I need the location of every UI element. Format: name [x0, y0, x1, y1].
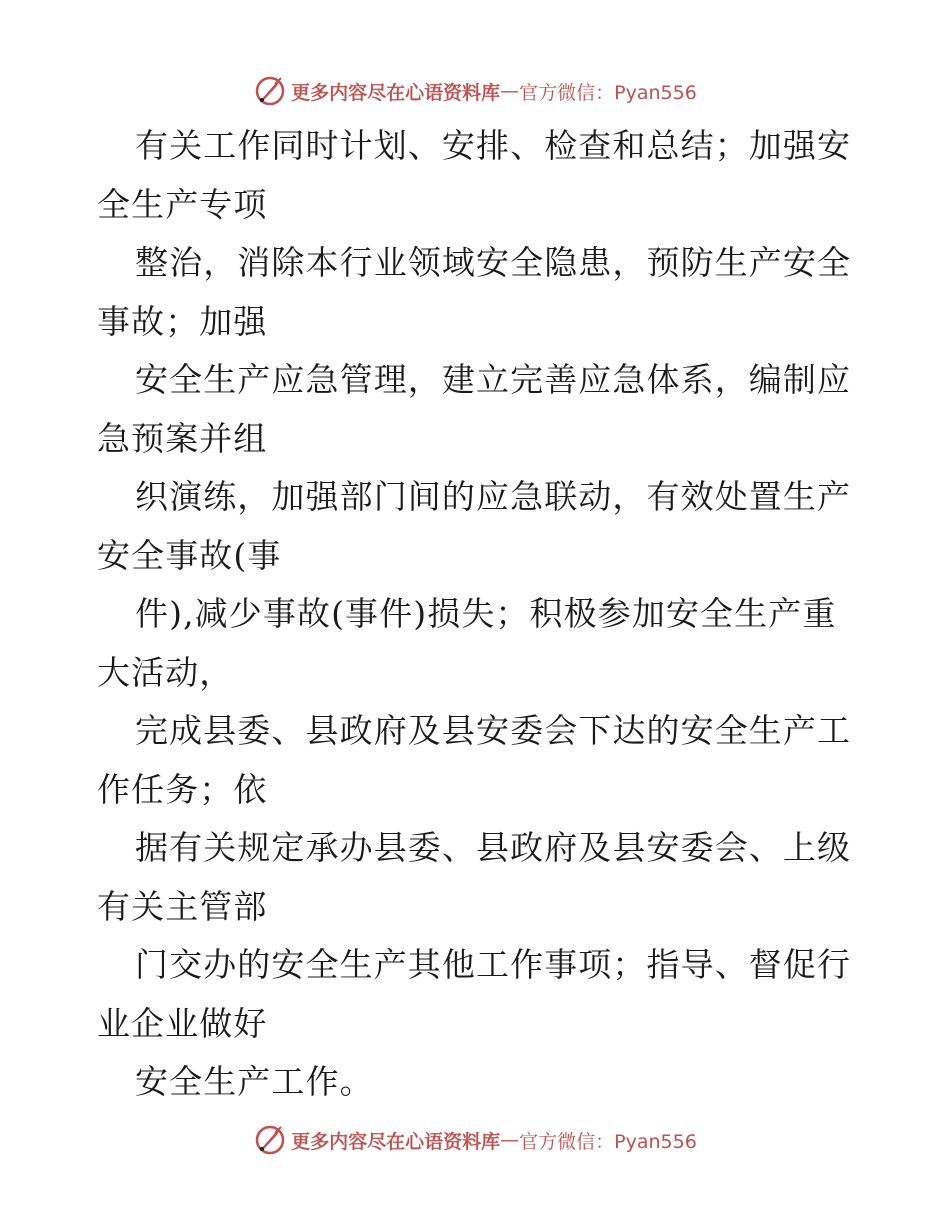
banner-brand-text: 更多内容尽在心语资料库 [291, 1130, 501, 1153]
text-line: 件),减少事故(事件)损失；积极参加安全生产重 [135, 594, 837, 633]
banner-contact-text: 官方微信：Pyan556 [519, 81, 697, 104]
banner-contact-text: 官方微信：Pyan556 [519, 1130, 697, 1153]
header-banner [0, 71, 950, 111]
text-line: 完成县委、县政府及县安委会下达的安全生产工 [135, 711, 852, 750]
text-line: 大活动， [97, 652, 234, 692]
text-line: 织演练，加强部门间的应急联动，有效处置生产 [135, 477, 852, 516]
text-line: 整治，消除本行业领域安全隐患，预防生产安全 [135, 243, 852, 282]
text-line: 急预案并组 [97, 418, 268, 458]
text-line: 有关工作同时计划、安排、检查和总结；加强安 [135, 126, 852, 165]
text-line: 事故；加强 [97, 301, 268, 341]
text-line: 安全生产应急管理，建立完善应急体系，编制应 [135, 360, 852, 399]
banner-separator: — [500, 1129, 520, 1151]
text-line: 全生产专项 [97, 184, 268, 224]
text-line: 据有关规定承办县委、县政府及县安委会、上级 [135, 828, 852, 867]
text-line: 安全生产工作。 [135, 1062, 374, 1101]
text-line: 安全事故(事 [97, 535, 282, 575]
text-line: 门交办的安全生产其他工作事项；指导、督促行 [135, 945, 852, 984]
quill-pen-circle-icon [253, 1123, 287, 1157]
text-line: 业企业做好 [97, 1003, 268, 1043]
footer-banner [0, 1120, 950, 1160]
text-line: 有关主管部 [97, 886, 268, 926]
document-body [97, 117, 857, 1112]
banner-brand-text: 更多内容尽在心语资料库 [291, 81, 501, 104]
quill-pen-circle-icon [253, 74, 287, 108]
banner-separator: — [500, 80, 520, 102]
text-line: 作任务；依 [97, 769, 268, 809]
